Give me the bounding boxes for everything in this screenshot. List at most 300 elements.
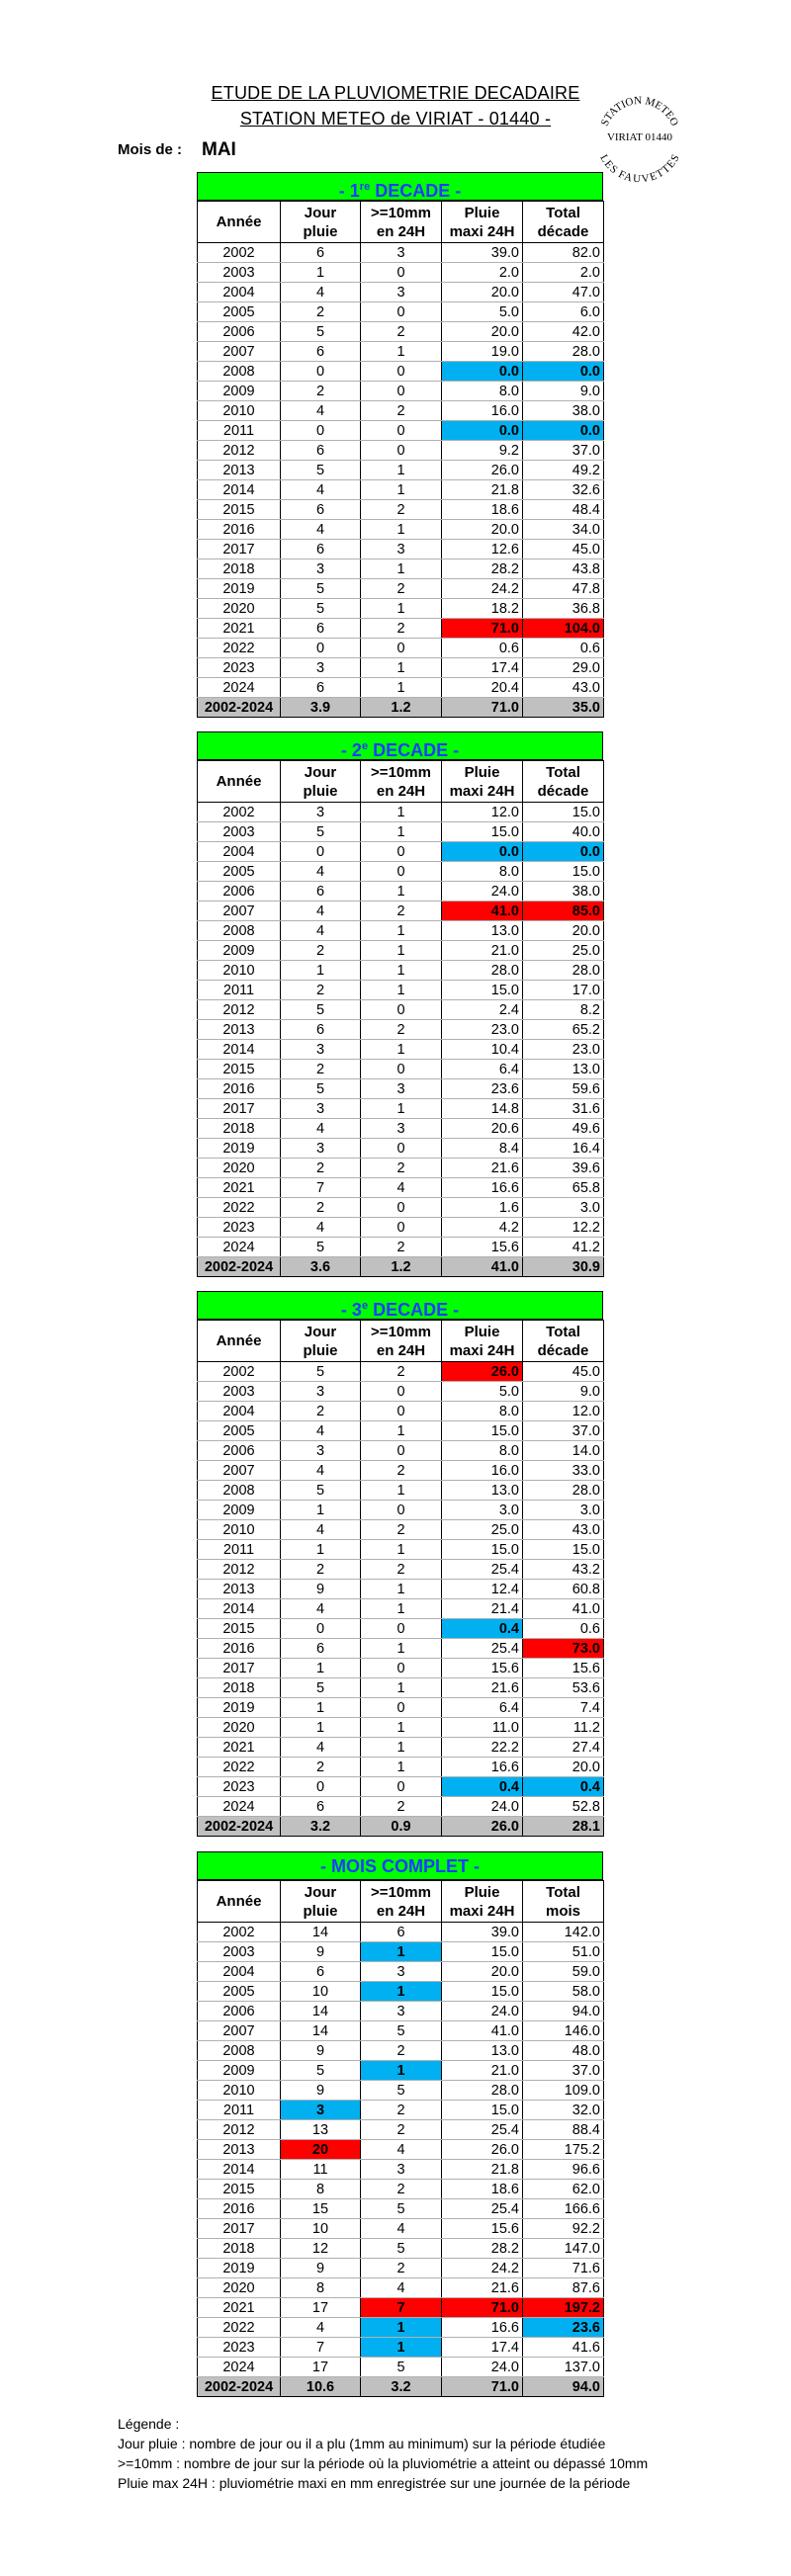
table-row — [198, 2278, 604, 2298]
table-cell: 15.0 — [442, 1540, 523, 1560]
table-cell: 1 — [361, 1099, 442, 1119]
table-cell: 17 — [281, 2358, 361, 2377]
table-cell: 1 — [361, 1982, 442, 2002]
table-cell: 47.8 — [523, 579, 604, 599]
table-cell: 3 — [281, 1040, 361, 1060]
table-cell: 0.0 — [442, 842, 523, 862]
table-row — [198, 1520, 604, 1540]
table-cell: 22.2 — [442, 1738, 523, 1758]
table-cell: 5 — [281, 322, 361, 342]
table-cell: 3 — [361, 283, 442, 302]
table-cell: 21.6 — [442, 2278, 523, 2298]
table-cell: 20.0 — [523, 1758, 604, 1777]
table-cell: 2017 — [198, 1659, 281, 1678]
table-cell: 25.0 — [442, 1520, 523, 1540]
column-header: Pluie maxi 24H — [442, 761, 523, 803]
table-cell: 8.0 — [442, 382, 523, 401]
table-cell: 2015 — [198, 500, 281, 520]
table-cell: 31.6 — [523, 1099, 604, 1119]
table-cell: 23.0 — [442, 1020, 523, 1040]
table-cell: 4 — [281, 1520, 361, 1540]
table-cell: 0 — [361, 441, 442, 461]
table-cell: 38.0 — [523, 882, 604, 902]
table-cell: 0 — [281, 421, 361, 441]
table-cell: 3 — [361, 540, 442, 559]
table-cell: 2 — [281, 981, 361, 1000]
summary-cell: 28.1 — [523, 1817, 604, 1837]
table-cell: 24.0 — [442, 2358, 523, 2377]
table-cell: 5 — [281, 579, 361, 599]
table-cell: 9 — [281, 2041, 361, 2061]
table-cell: 1 — [281, 1540, 361, 1560]
table-cell: 0 — [361, 1198, 442, 1218]
table-cell: 2.4 — [442, 1000, 523, 1020]
table-cell: 2015 — [198, 1619, 281, 1639]
table-row — [198, 1178, 604, 1198]
table-cell: 4 — [361, 1178, 442, 1198]
summary-cell: 10.6 — [281, 2377, 361, 2397]
table-cell: 2011 — [198, 1540, 281, 1560]
table-cell: 6 — [281, 1962, 361, 1982]
table-cell: 16.0 — [442, 1461, 523, 1481]
table-row — [198, 2259, 604, 2278]
table-cell: 34.0 — [523, 520, 604, 540]
table-cell: 1 — [361, 882, 442, 902]
table-cell: 6.4 — [442, 1060, 523, 1079]
table-cell: 94.0 — [523, 2002, 604, 2021]
table-row — [198, 1000, 604, 1020]
table-cell: 1 — [361, 1580, 442, 1599]
legend-10mm: >=10mm : nombre de jour sur la période où la pluviométrie a atteint ou dépassé 10mm — [118, 2455, 649, 2471]
table-row — [198, 1962, 604, 1982]
table-cell: 2012 — [198, 2120, 281, 2140]
summary-cell: 71.0 — [442, 2377, 523, 2397]
summary-cell: 1.2 — [361, 1257, 442, 1277]
table-cell: 87.6 — [523, 2278, 604, 2298]
table-row — [198, 1198, 604, 1218]
table-row — [198, 941, 604, 961]
table-cell: 2004 — [198, 842, 281, 862]
table-cell: 25.4 — [442, 1639, 523, 1659]
table-cell: 15.6 — [442, 2219, 523, 2239]
table-cell: 0 — [361, 1698, 442, 1718]
table-cell: 2008 — [198, 921, 281, 941]
table-cell: 28.0 — [523, 1481, 604, 1501]
table-cell: 28.0 — [523, 961, 604, 981]
table-cell: 1 — [281, 1659, 361, 1678]
table-row — [198, 1599, 604, 1619]
column-header: Jour pluie — [281, 761, 361, 803]
table-cell: 2022 — [198, 1758, 281, 1777]
page-subtitle: STATION METEO de VIRIAT - 01440 - — [239, 109, 552, 129]
table-cell: 23.0 — [523, 1040, 604, 1060]
table-row — [198, 1079, 604, 1099]
table-cell: 1 — [361, 1040, 442, 1060]
table-cell: 9 — [281, 1942, 361, 1962]
table-cell: 1 — [361, 2318, 442, 2338]
table-row — [198, 1421, 604, 1441]
table-cell: 1 — [361, 1758, 442, 1777]
table-cell: 0 — [281, 1777, 361, 1797]
table-cell: 2019 — [198, 579, 281, 599]
table-row — [198, 921, 604, 941]
table-cell: 45.0 — [523, 1362, 604, 1382]
table-cell: 20 — [281, 2140, 361, 2160]
column-header: Jour pluie — [281, 202, 361, 243]
table-cell: 2 — [361, 1520, 442, 1540]
table-cell: 12.0 — [523, 1402, 604, 1421]
table-cell: 5 — [281, 1079, 361, 1099]
table-cell: 2010 — [198, 401, 281, 421]
decade-3-table — [197, 1320, 604, 1837]
table-cell: 3 — [281, 1099, 361, 1119]
table-cell: 24.2 — [442, 579, 523, 599]
table-cell: 0 — [281, 362, 361, 382]
table-cell: 59.0 — [523, 1962, 604, 1982]
table-cell: 10 — [281, 2219, 361, 2239]
table-cell: 12.6 — [442, 540, 523, 559]
table-cell: 9 — [281, 2259, 361, 2278]
table-row — [198, 1441, 604, 1461]
table-cell: 1 — [361, 1942, 442, 1962]
decade-2-section — [197, 731, 603, 1277]
table-cell: 5 — [281, 1678, 361, 1698]
table-cell: 2004 — [198, 1402, 281, 1421]
station-stamp-logo — [591, 87, 688, 184]
table-row — [198, 2239, 604, 2259]
column-header: Année — [198, 202, 281, 243]
table-cell: 1 — [281, 1718, 361, 1738]
table-cell: 2007 — [198, 342, 281, 362]
table-cell: 49.2 — [523, 461, 604, 480]
table-cell: 2 — [281, 1198, 361, 1218]
table-cell: 3 — [361, 1962, 442, 1982]
table-cell: 4 — [281, 2318, 361, 2338]
decade-2-table — [197, 760, 604, 1277]
table-row — [198, 658, 604, 678]
table-cell: 2016 — [198, 1079, 281, 1099]
table-row — [198, 520, 604, 540]
summary-row — [198, 2377, 604, 2397]
table-row — [198, 302, 604, 322]
table-cell: 21.0 — [442, 2061, 523, 2081]
table-cell: 2 — [281, 302, 361, 322]
table-cell: 109.0 — [523, 2081, 604, 2101]
table-cell: 3 — [361, 2160, 442, 2180]
table-cell: 1 — [361, 1718, 442, 1738]
table-cell: 39.6 — [523, 1159, 604, 1178]
table-cell: 8.4 — [442, 1139, 523, 1159]
table-cell: 6.4 — [442, 1698, 523, 1718]
table-row — [198, 842, 604, 862]
table-cell: 0.4 — [442, 1777, 523, 1797]
summary-cell: 0.9 — [361, 1817, 442, 1837]
table-cell: 1 — [361, 961, 442, 981]
table-row — [198, 461, 604, 480]
column-header: Jour pluie — [281, 1321, 361, 1362]
table-cell: 14.0 — [523, 1441, 604, 1461]
table-cell: 0 — [361, 263, 442, 283]
table-cell: 0 — [361, 1382, 442, 1402]
summary-cell: 35.0 — [523, 698, 604, 718]
table-cell: 25.4 — [442, 2199, 523, 2219]
table-cell: 6 — [281, 619, 361, 639]
table-cell: 2016 — [198, 2199, 281, 2219]
table-cell: 6.0 — [523, 302, 604, 322]
table-cell: 45.0 — [523, 540, 604, 559]
table-cell: 52.8 — [523, 1797, 604, 1817]
table-cell: 2019 — [198, 1139, 281, 1159]
table-cell: 38.0 — [523, 401, 604, 421]
table-cell: 2 — [281, 382, 361, 401]
header-row — [198, 1881, 604, 1923]
table-cell: 2008 — [198, 1481, 281, 1501]
table-row — [198, 2021, 604, 2041]
table-cell: 2024 — [198, 2358, 281, 2377]
table-cell: 9 — [281, 2081, 361, 2101]
table-cell: 2005 — [198, 1982, 281, 2002]
table-cell: 0.0 — [523, 421, 604, 441]
table-row — [198, 322, 604, 342]
mois-complet-table — [197, 1880, 604, 2397]
table-cell: 3 — [361, 1079, 442, 1099]
table-cell: 92.2 — [523, 2219, 604, 2239]
table-cell: 1 — [361, 1540, 442, 1560]
table-cell: 0.0 — [442, 421, 523, 441]
table-cell: 43.0 — [523, 1520, 604, 1540]
table-cell: 6 — [281, 1639, 361, 1659]
table-row — [198, 2140, 604, 2160]
decade-3-section — [197, 1291, 603, 1837]
table-cell: 2006 — [198, 322, 281, 342]
table-cell: 2006 — [198, 2002, 281, 2021]
table-cell: 26.0 — [442, 461, 523, 480]
table-cell: 11 — [281, 2160, 361, 2180]
table-cell: 15.0 — [442, 1421, 523, 1441]
table-cell: 6 — [281, 243, 361, 263]
table-cell: 1 — [281, 1698, 361, 1718]
table-cell: 0 — [361, 1218, 442, 1238]
table-cell: 15.0 — [523, 862, 604, 882]
table-cell: 20.0 — [442, 322, 523, 342]
table-cell: 2017 — [198, 2219, 281, 2239]
table-row — [198, 1481, 604, 1501]
table-row — [198, 1020, 604, 1040]
table-cell: 4 — [281, 921, 361, 941]
table-row — [198, 1119, 604, 1139]
table-cell: 2010 — [198, 2081, 281, 2101]
table-cell: 16.6 — [442, 2318, 523, 2338]
summary-cell: 2002-2024 — [198, 1817, 281, 1837]
table-row — [198, 362, 604, 382]
table-cell: 96.6 — [523, 2160, 604, 2180]
table-cell: 43.8 — [523, 559, 604, 579]
summary-row — [198, 1257, 604, 1277]
table-cell: 2002 — [198, 1923, 281, 1942]
table-cell: 4 — [281, 1461, 361, 1481]
table-row — [198, 678, 604, 698]
table-cell: 20.0 — [442, 283, 523, 302]
table-row — [198, 1099, 604, 1119]
table-row — [198, 1659, 604, 1678]
table-cell: 2009 — [198, 382, 281, 401]
table-cell: 2015 — [198, 1060, 281, 1079]
table-cell: 43.2 — [523, 1560, 604, 1580]
table-cell: 2 — [281, 1560, 361, 1580]
column-header: Année — [198, 1321, 281, 1362]
column-header: Pluie maxi 24H — [442, 202, 523, 243]
table-cell: 2023 — [198, 658, 281, 678]
table-row — [198, 961, 604, 981]
table-cell: 2 — [281, 1060, 361, 1079]
table-cell: 20.0 — [442, 1962, 523, 1982]
table-cell: 15.0 — [523, 803, 604, 822]
table-cell: 37.0 — [523, 2061, 604, 2081]
table-cell: 2009 — [198, 2061, 281, 2081]
table-cell: 15.0 — [442, 822, 523, 842]
table-cell: 5 — [361, 2199, 442, 2219]
table-cell: 15.6 — [442, 1659, 523, 1678]
decade-2-title: - 2e DECADE - — [197, 731, 603, 760]
table-cell: 2010 — [198, 961, 281, 981]
column-header: Jour pluie — [281, 1881, 361, 1923]
table-cell: 6 — [361, 1923, 442, 1942]
table-cell: 1 — [361, 2338, 442, 2358]
table-cell: 65.2 — [523, 1020, 604, 1040]
table-cell: 1 — [281, 263, 361, 283]
table-cell: 15.0 — [523, 1540, 604, 1560]
column-header: Total décade — [523, 1321, 604, 1362]
table-cell: 2014 — [198, 1040, 281, 1060]
table-cell: 3.0 — [442, 1501, 523, 1520]
table-cell: 1 — [361, 803, 442, 822]
table-cell: 5 — [281, 1000, 361, 1020]
mois-complet-section — [197, 1851, 603, 2397]
table-cell: 2011 — [198, 421, 281, 441]
table-cell: 2 — [361, 1362, 442, 1382]
table-cell: 59.6 — [523, 1079, 604, 1099]
table-cell: 0.0 — [523, 362, 604, 382]
table-cell: 62.0 — [523, 2180, 604, 2199]
table-cell: 2 — [281, 941, 361, 961]
table-cell: 6 — [281, 441, 361, 461]
table-cell: 2 — [361, 1560, 442, 1580]
table-cell: 2003 — [198, 263, 281, 283]
table-cell: 1 — [361, 480, 442, 500]
table-cell: 0.4 — [442, 1619, 523, 1639]
table-row — [198, 1758, 604, 1777]
table-cell: 166.6 — [523, 2199, 604, 2219]
table-cell: 2020 — [198, 1718, 281, 1738]
table-cell: 6 — [281, 1020, 361, 1040]
column-header: Pluie maxi 24H — [442, 1321, 523, 1362]
table-cell: 0 — [361, 1619, 442, 1639]
table-cell: 4.2 — [442, 1218, 523, 1238]
table-cell: 2018 — [198, 1678, 281, 1698]
table-row — [198, 2120, 604, 2140]
table-cell: 1 — [361, 921, 442, 941]
table-cell: 1 — [361, 1599, 442, 1619]
table-cell: 2002 — [198, 243, 281, 263]
table-cell: 2008 — [198, 2041, 281, 2061]
table-cell: 2 — [361, 1020, 442, 1040]
table-cell: 53.6 — [523, 1678, 604, 1698]
summary-cell: 26.0 — [442, 1817, 523, 1837]
table-cell: 7 — [281, 1178, 361, 1198]
table-cell: 2018 — [198, 2239, 281, 2259]
legend-pluie-max: Pluie max 24H : pluviométrie maxi en mm enregistrée sur une journée de la période — [118, 2475, 631, 2491]
table-row — [198, 1040, 604, 1060]
table-cell: 3 — [281, 1382, 361, 1402]
table-cell: 4 — [281, 1738, 361, 1758]
table-cell: 21.6 — [442, 1159, 523, 1178]
table-row — [198, 599, 604, 619]
table-row — [198, 981, 604, 1000]
table-cell: 10.4 — [442, 1040, 523, 1060]
stamp-middle-text: VIRIAT 01440 — [606, 131, 673, 143]
table-cell: 2 — [361, 902, 442, 921]
table-cell: 2005 — [198, 1421, 281, 1441]
table-cell: 9.2 — [442, 441, 523, 461]
table-row — [198, 1718, 604, 1738]
table-cell: 25.4 — [442, 2120, 523, 2140]
table-cell: 41.2 — [523, 1238, 604, 1257]
table-cell: 2002 — [198, 803, 281, 822]
table-cell: 43.0 — [523, 678, 604, 698]
table-row — [198, 2002, 604, 2021]
table-cell: 15.6 — [442, 1238, 523, 1257]
table-cell: 1 — [281, 961, 361, 981]
table-cell: 41.0 — [442, 2021, 523, 2041]
table-row — [198, 1362, 604, 1382]
table-cell: 5 — [281, 1362, 361, 1382]
table-cell: 5 — [281, 2061, 361, 2081]
legend — [118, 2414, 648, 2493]
table-cell: 2007 — [198, 902, 281, 921]
table-cell: 15.0 — [442, 1942, 523, 1962]
table-cell: 16.6 — [442, 1178, 523, 1198]
table-cell: 2022 — [198, 1198, 281, 1218]
header-row — [198, 761, 604, 803]
table-row — [198, 1139, 604, 1159]
table-cell: 39.0 — [442, 1923, 523, 1942]
table-cell: 0 — [281, 1619, 361, 1639]
table-cell: 82.0 — [523, 243, 604, 263]
table-row — [198, 1560, 604, 1580]
table-cell: 2010 — [198, 1520, 281, 1540]
table-cell: 147.0 — [523, 2239, 604, 2259]
table-cell: 1 — [361, 1678, 442, 1698]
table-cell: 2022 — [198, 2318, 281, 2338]
table-cell: 2009 — [198, 941, 281, 961]
table-cell: 2004 — [198, 1962, 281, 1982]
table-cell: 197.2 — [523, 2298, 604, 2318]
table-cell: 4 — [361, 2219, 442, 2239]
table-cell: 2018 — [198, 559, 281, 579]
table-cell: 4 — [281, 862, 361, 882]
table-cell: 6 — [281, 1797, 361, 1817]
table-cell: 6 — [281, 678, 361, 698]
table-cell: 0 — [361, 1501, 442, 1520]
summary-cell: 2002-2024 — [198, 2377, 281, 2397]
table-row — [198, 1942, 604, 1962]
table-cell: 41.0 — [523, 1599, 604, 1619]
table-cell: 17.4 — [442, 2338, 523, 2358]
table-cell: 0 — [361, 1402, 442, 1421]
table-cell: 2 — [361, 1461, 442, 1481]
summary-cell: 94.0 — [523, 2377, 604, 2397]
table-cell: 2022 — [198, 639, 281, 658]
